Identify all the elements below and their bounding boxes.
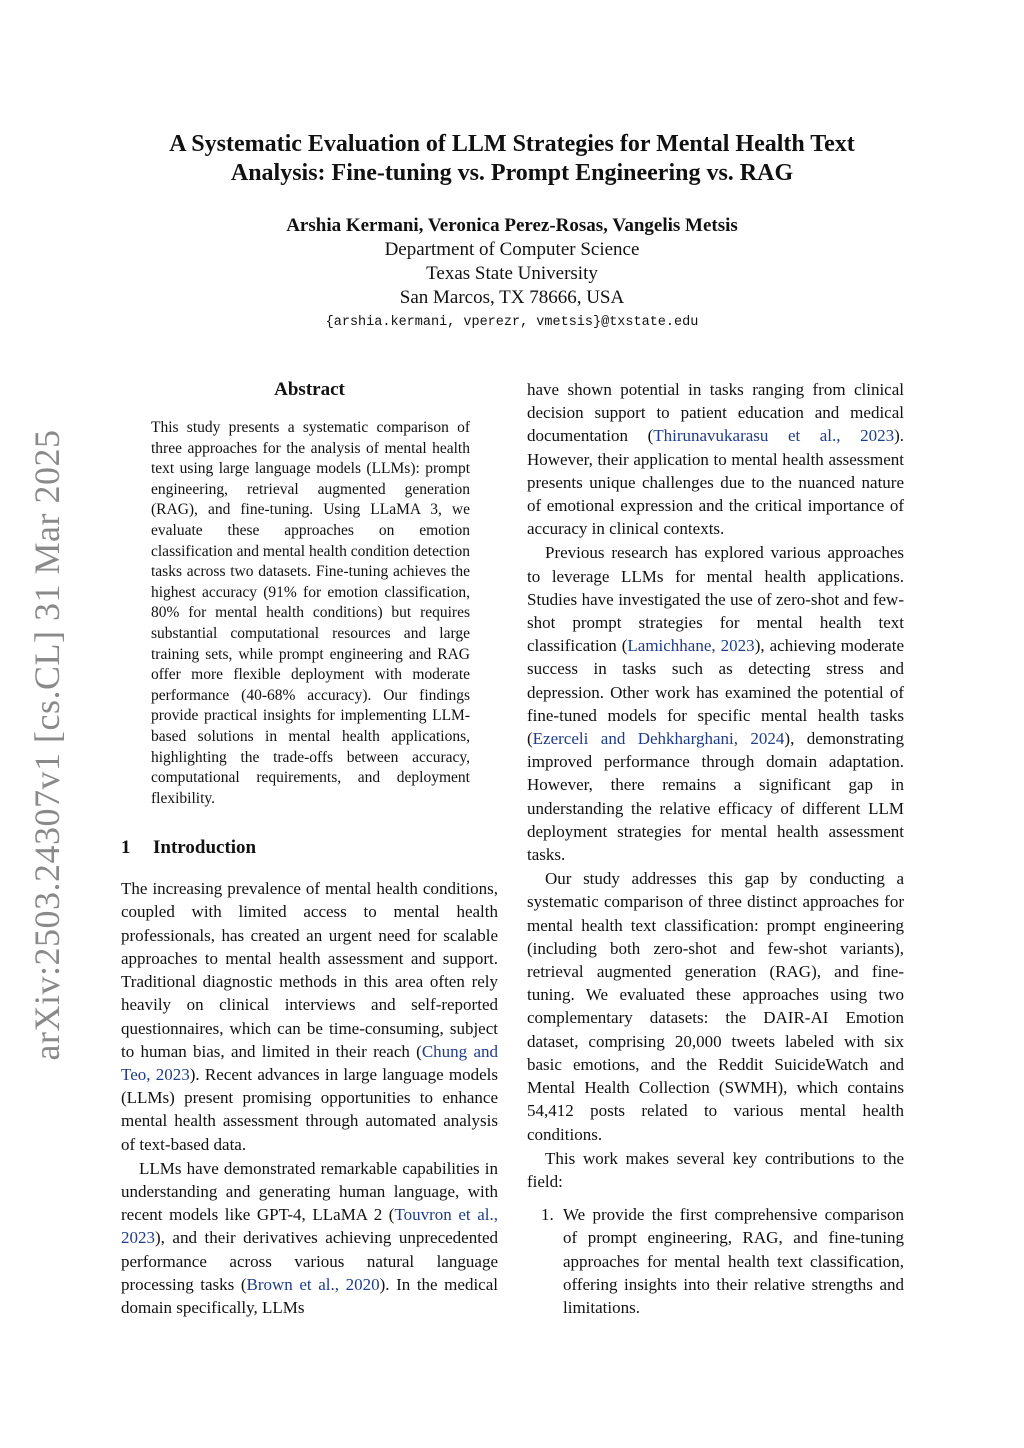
intro-paragraph-4: Our study addresses this gap by conducting a systematic comparison of three distinct approaches for mental health text classification: prompt engineering (including both zero-shot and few-shot variants), retrieval augmented generation (RAG), and fine-tuning. We evaluated these approaches using two complementary datasets: the DAIR-AI Emotion dataset, comprising 20,000 tweets labeled with six basic emotions, and the Reddit SuicideWatch and Mental Health Collection (SWMH), which contains 54,412 posts related to various mental health conditions. <box>527 869 904 1144</box>
author-emails: {arshia.kermani, vperezr, vmetsis}@txstate.edu <box>325 315 699 330</box>
text-span: ). However, their application to mental health assessment presents unique challenges due to the nuanced nature of emotional expression and the critical importance of accuracy in clinical contexts. <box>527 426 904 539</box>
citation-link[interactable]: Ezerceli and Dehkharghani, 2024 <box>532 729 785 749</box>
text-span: Previous research has explored various approaches to leverage LLMs for mental health applications. Studies have investigated the use of zero-shot and few-shot prompt strategies for mental health text classification ( <box>527 543 904 656</box>
text-span: ), and their derivatives achieving unprecedented performance across various natural language processing tasks ( <box>121 1228 498 1294</box>
section-number: 1 <box>121 837 131 859</box>
intro-paragraph-3 <box>527 541 904 866</box>
intro-paragraph-5: This work makes several key contributions to the field: <box>527 1148 904 1191</box>
author-block <box>100 213 924 336</box>
list-item-text: We provide the first comprehensive comparison of prompt engineering, RAG, and fine-tuning approaches for mental health text classification, offering insights into their relative strengths and limitations. <box>563 1205 904 1317</box>
left-column <box>121 378 498 1319</box>
department: Department of Computer Science <box>384 239 640 260</box>
list-item <box>541 1203 904 1319</box>
location: San Marcos, TX 78666, USA <box>399 287 625 308</box>
text-span: The increasing prevalence of mental health conditions, coupled with limited access to mental health professionals, has created an urgent need for scalable approaches to mental health assessment and support. Traditional diagnostic methods in this area often rely heavily on clinical interviews and self-reported questionnaires, which can be time-consuming, subject to human bias, and limited in their reach ( <box>121 879 498 1061</box>
abstract-text: This study presents a systematic comparison of three approaches for the analysis of mental health text using large language models (LLMs): prompt engineering, retrieval augmented generation (RAG), and fine-tuning. Using LLaMA 3, we evaluate these approaches on emotion classification and mental health condition detection tasks across two datasets. Fine-tuning achieves the highest accuracy (91% for emotion classification, 80% for mental health conditions) but requires substantial computational resources and large training sets, while prompt engineering and RAG offer more flexible deployment with moderate performance (40-68% accuracy). Our findings provide practical insights for implementing LLM-based solutions in mental health applications, highlighting the trade-offs between accuracy, computational requirements, and deployment flexibility. <box>151 419 470 807</box>
title-line-2: Analysis: Fine-tuning vs. Prompt Engineering vs. RAG <box>230 160 794 186</box>
right-column <box>527 378 904 1319</box>
citation-link[interactable]: Thirunavukarasu et al., 2023 <box>653 426 895 446</box>
text-span: LLMs have demonstrated remarkable capabilities in understanding and generating human language, with recent models like GPT-4, LLaMA 2 ( <box>121 1158 498 1225</box>
text-span: ). Recent advances in large language models (LLMs) present promising opportunities to enhance mental health assessment through automated analysis of text-based data. <box>121 1064 499 1154</box>
section-title: Introduction <box>153 837 257 859</box>
citation-link[interactable]: Lamichhane, 2023 <box>627 636 755 656</box>
university: Texas State University <box>426 263 598 284</box>
arxiv-identifier: arXiv:2503.24307v1 [cs.CL] 31 Mar 2025 <box>27 429 67 1061</box>
intro-paragraph-2-continued <box>527 378 904 540</box>
abstract-heading: Abstract <box>274 379 345 400</box>
citation-link[interactable]: Touvron et al., 2023 <box>121 1205 498 1248</box>
list-marker: 1. <box>541 1205 554 1225</box>
title-line-1: A Systematic Evaluation of LLM Strategies for Mental Health Text <box>169 131 855 157</box>
text-span: ), achieving moderate success in tasks such as detecting stress and depression. Other work has examined the potential of fine-tuned models for specific mental health tasks ( <box>527 636 904 749</box>
paper-title <box>100 130 924 188</box>
text-span: ). In the medical domain specifically, LLMs <box>121 1274 498 1317</box>
contribution-list <box>541 1203 904 1319</box>
author-names: Arshia Kermani, Veronica Perez-Rosas, Vangelis Metsis <box>286 215 738 236</box>
section-heading-introduction <box>121 836 498 860</box>
intro-paragraph-1 <box>121 877 498 1155</box>
citation-link[interactable]: Chung and Teo, 2023 <box>121 1041 498 1084</box>
text-span: ), demonstrating improved performance through domain adaptation. However, there remains a significant gap in understanding the relative efficacy of different LLM deployment strategies for mental health assessment tasks. <box>527 729 904 865</box>
citation-link[interactable]: Brown et al., 2020 <box>246 1274 380 1294</box>
intro-paragraph-2 <box>121 1157 498 1319</box>
text-span: have shown potential in tasks ranging from clinical decision support to patient education and medical documentation ( <box>527 380 904 446</box>
